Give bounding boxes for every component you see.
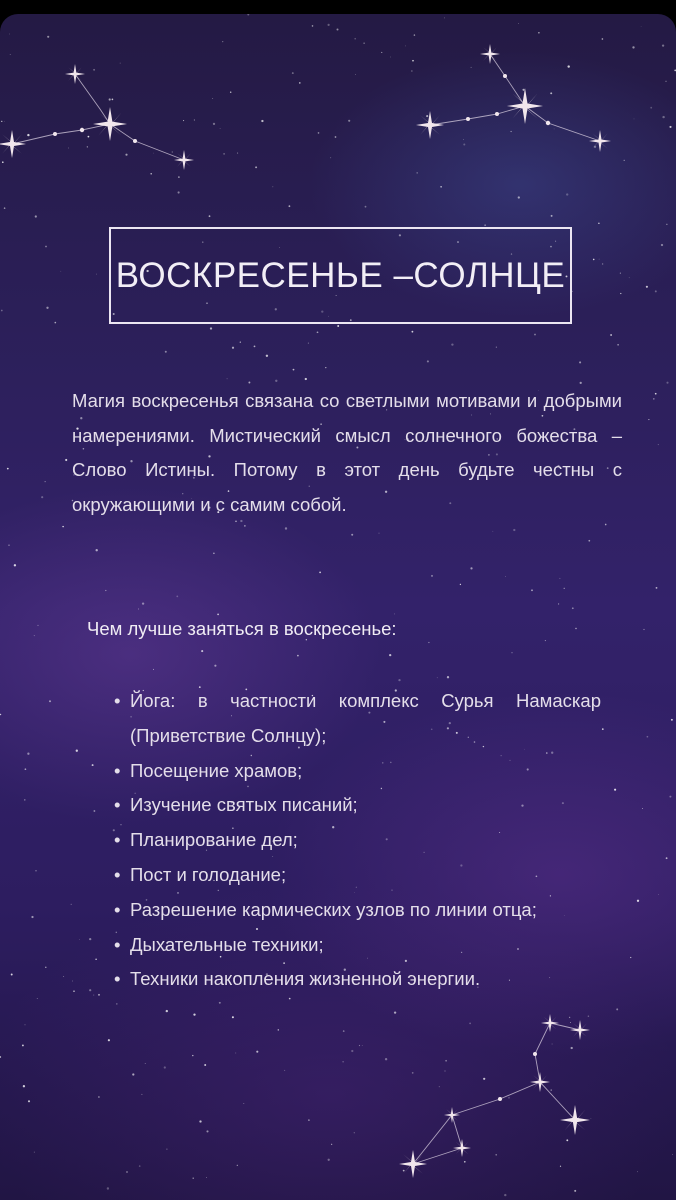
- small-star: [53, 132, 57, 136]
- constellation-lines: [12, 54, 600, 1164]
- small-star: [533, 1052, 537, 1056]
- starry-sky-background: [0, 14, 676, 1200]
- sparkle-star-icon: [65, 64, 85, 84]
- sparkle-star-icon: [444, 1107, 460, 1123]
- sparkle-star-icon: [399, 1150, 427, 1178]
- list-item-text: • Йога: в частности комплекс Сурья Намаскар: [130, 690, 601, 711]
- sparkle-star-icon: [530, 1072, 550, 1092]
- sparkle-star-icon: [589, 130, 611, 152]
- intro-paragraph: Магия воскресенья связана со светлыми мотивами и добрыми намерениями. Мистический смысл солнечного божества – Слово Истины. Потому в этот день будьте честны с окружающими и с самим собой.: [72, 390, 622, 515]
- list-item: • Дыхательные техники;: [113, 928, 601, 963]
- activities-list: [113, 684, 601, 997]
- sparkle-star-icon: [416, 111, 444, 139]
- small-star: [498, 1097, 502, 1101]
- small-star: [546, 121, 550, 125]
- title-frame: [109, 227, 572, 324]
- sparkle-star-icon: [0, 130, 26, 158]
- constellation-stars: [0, 44, 611, 1178]
- small-star: [80, 128, 84, 132]
- list-item: [113, 684, 601, 754]
- list-item: • Разрешение кармических узлов по линии отца;: [113, 893, 601, 928]
- sparkle-star-icon: [93, 107, 127, 141]
- list-item: • Посещение храмов;: [113, 754, 601, 789]
- list-item: • Техники накопления жизненной энергии.: [113, 962, 601, 997]
- star-dust: [0, 14, 676, 1196]
- list-item: • Пост и голодание;: [113, 858, 601, 893]
- story-card: [0, 14, 676, 1200]
- small-star: [466, 117, 470, 121]
- sparkle-star-icon: [480, 44, 500, 64]
- page-title: ВОСКРЕСЕНЬЕ –СОЛНЦЕ: [115, 255, 566, 295]
- sparkle-star-icon: [453, 1139, 471, 1157]
- small-star: [133, 139, 137, 143]
- sparkle-star-icon: [560, 1105, 590, 1135]
- sparkle-star-icon: [570, 1020, 590, 1040]
- sparkle-star-icon: [507, 88, 543, 124]
- sparkle-star-icon: [541, 1014, 559, 1032]
- activities-heading: Чем лучше заняться в воскресенье:: [87, 618, 397, 639]
- list-item: • Изучение святых писаний;: [113, 788, 601, 823]
- small-star: [503, 74, 507, 78]
- list-item: • Планирование дел;: [113, 823, 601, 858]
- sparkle-star-icon: [174, 150, 194, 170]
- small-star: [495, 112, 499, 116]
- list-item-text-continued: (Приветствие Солнцу);: [130, 724, 327, 746]
